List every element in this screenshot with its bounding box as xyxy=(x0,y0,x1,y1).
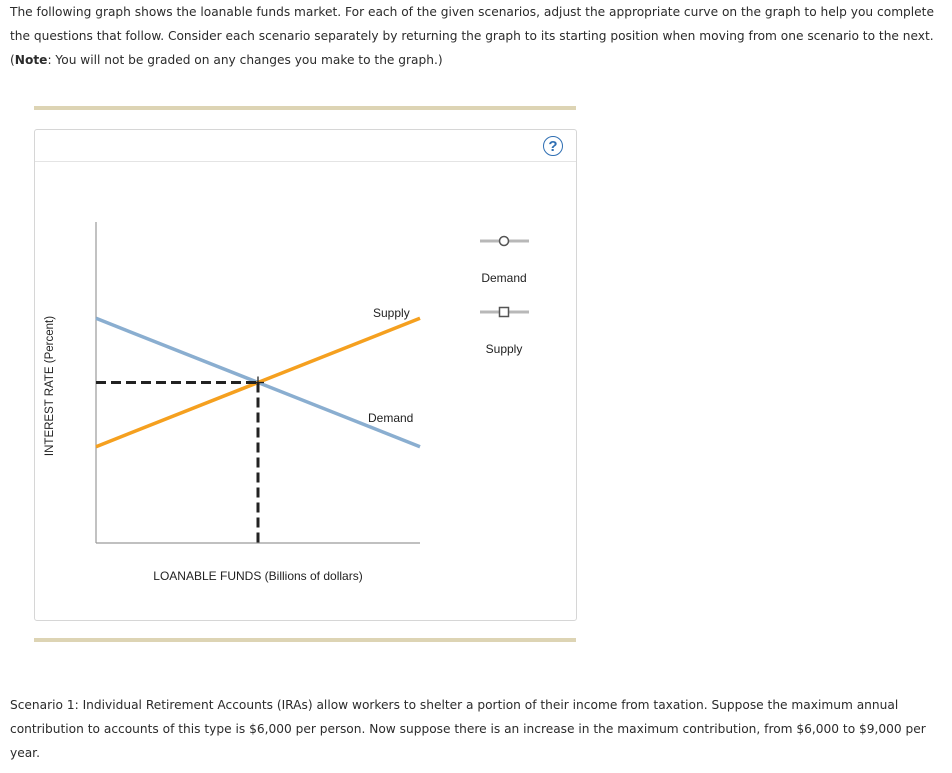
supply-curve-label: Supply xyxy=(373,306,410,320)
legend-demand-tool[interactable] xyxy=(480,237,529,286)
top-divider xyxy=(34,106,576,110)
x-axis-label: LOANABLE FUNDS (Billions of dollars) xyxy=(153,569,363,583)
instructions xyxy=(10,0,935,72)
demand-circle-icon xyxy=(500,237,509,246)
legend-supply-label: Supply xyxy=(485,342,523,356)
loanable-funds-graph xyxy=(35,130,576,620)
scenario-text: Scenario 1: Individual Retirement Accounts (IRAs) allow workers to shelter a portion of their income from taxation. Suppose the maximum annual contribution to accounts of this type is $6,000 per person. Now suppose there is an increase in the maximum contribution, from $6,000 to $9,000 per year. xyxy=(10,698,926,760)
note-text: : You will not be graded on any changes you make to the graph.) xyxy=(47,53,443,67)
equilibrium-point-marker[interactable] xyxy=(252,377,264,389)
supply-square-icon xyxy=(500,308,509,317)
help-icon[interactable]: ? xyxy=(543,136,563,156)
legend-supply-tool[interactable] xyxy=(480,308,529,357)
graph-panel xyxy=(34,129,577,621)
y-axis-label: INTEREST RATE (Percent) xyxy=(44,315,56,457)
note-open-paren: ( xyxy=(10,53,15,67)
legend-demand-label: Demand xyxy=(481,271,527,285)
bottom-divider xyxy=(34,638,576,642)
demand-curve-label: Demand xyxy=(368,411,414,425)
instructions-text: The following graph shows the loanable funds market. For each of the given scenarios, adjust the appropriate curve on the graph to help you complete the questions that follow. Consider each scenario separately by returning the graph to its starting position when moving from one scenario to the next. xyxy=(10,5,934,43)
note-label: Note xyxy=(14,53,48,67)
